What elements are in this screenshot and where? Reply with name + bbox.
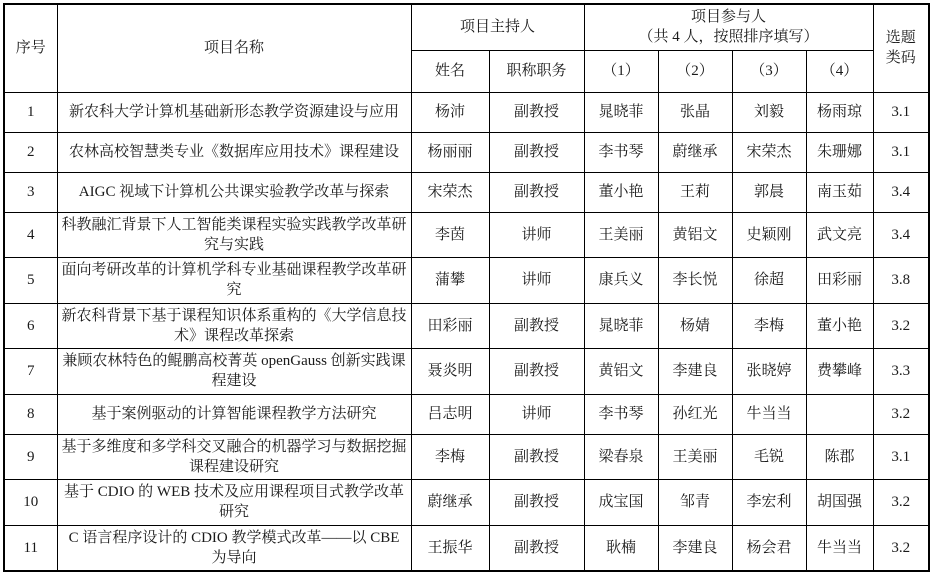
participant-2: 王美丽	[658, 434, 732, 480]
header-index: 序号	[4, 4, 57, 92]
host-title: 副教授	[489, 303, 584, 349]
table-row	[4, 394, 929, 434]
host-title: 讲师	[489, 394, 584, 434]
row-index: 2	[4, 132, 57, 172]
participant-1: 董小艳	[584, 172, 658, 212]
row-index: 6	[4, 303, 57, 349]
topic-code: 3.1	[873, 92, 929, 132]
header-participant-3: （3）	[732, 50, 806, 92]
topic-code: 3.4	[873, 212, 929, 258]
header-row-1	[4, 4, 929, 50]
participant-1: 成宝国	[584, 480, 658, 526]
participant-2: 李建良	[658, 349, 732, 395]
participant-1: 晁晓菲	[584, 303, 658, 349]
row-index: 3	[4, 172, 57, 212]
participant-3: 宋荣杰	[732, 132, 806, 172]
header-topic-code-line1: 选题	[885, 30, 916, 46]
host-name: 王振华	[411, 525, 489, 571]
participant-4: 费攀峰	[806, 349, 873, 395]
table-row	[4, 525, 929, 571]
participant-3: 徐超	[732, 258, 806, 304]
participant-3: 李宏利	[732, 480, 806, 526]
host-title: 副教授	[489, 434, 584, 480]
row-index: 11	[4, 525, 57, 571]
table-row	[4, 172, 929, 212]
participant-4: 南玉茹	[806, 172, 873, 212]
host-name: 蔚继承	[411, 480, 489, 526]
project-name: 基于案例驱动的计算智能课程教学方法研究	[57, 394, 411, 434]
participant-4: 武文亮	[806, 212, 873, 258]
project-name: C 语言程序设计的 CDIO 教学模式改革——以 CBE 为导向	[57, 525, 411, 571]
participant-1: 黄铝文	[584, 349, 658, 395]
project-name: 新农科大学计算机基础新形态教学资源建设与应用	[57, 92, 411, 132]
participant-1: 李书琴	[584, 132, 658, 172]
participant-3: 杨会君	[732, 525, 806, 571]
participant-1: 王美丽	[584, 212, 658, 258]
host-name: 蒲攀	[411, 258, 489, 304]
header-participant-1: （1）	[584, 50, 658, 92]
participant-2: 李长悦	[658, 258, 732, 304]
participant-4: 董小艳	[806, 303, 873, 349]
host-title: 副教授	[489, 132, 584, 172]
host-name: 吕志明	[411, 394, 489, 434]
topic-code: 3.2	[873, 525, 929, 571]
header-host-name: 姓名	[411, 50, 489, 92]
participant-3: 刘毅	[732, 92, 806, 132]
participant-4: 牛当当	[806, 525, 873, 571]
row-index: 5	[4, 258, 57, 304]
table-row	[4, 258, 929, 304]
table-row	[4, 303, 929, 349]
participant-3: 张晓婷	[732, 349, 806, 395]
project-name: 基于 CDIO 的 WEB 技术及应用课程项目式教学改革研究	[57, 480, 411, 526]
host-name: 杨沛	[411, 92, 489, 132]
host-name: 宋荣杰	[411, 172, 489, 212]
participant-2: 黄铝文	[658, 212, 732, 258]
table-row	[4, 132, 929, 172]
participant-4: 胡国强	[806, 480, 873, 526]
host-title: 副教授	[489, 349, 584, 395]
topic-code: 3.3	[873, 349, 929, 395]
projects-table	[3, 3, 930, 572]
participant-3: 郭晨	[732, 172, 806, 212]
topic-code: 3.8	[873, 258, 929, 304]
project-name: 基于多维度和多学科交叉融合的机器学习与数据挖掘课程建设研究	[57, 434, 411, 480]
table-row	[4, 434, 929, 480]
table-row	[4, 349, 929, 395]
table-row	[4, 92, 929, 132]
host-title: 副教授	[489, 172, 584, 212]
header-participants-line1: 项目参与人	[691, 9, 767, 25]
host-title: 讲师	[489, 212, 584, 258]
participant-1: 梁春泉	[584, 434, 658, 480]
host-name: 聂炎明	[411, 349, 489, 395]
topic-code: 3.2	[873, 480, 929, 526]
host-name: 李梅	[411, 434, 489, 480]
participant-2: 王莉	[658, 172, 732, 212]
participant-2: 李建良	[658, 525, 732, 571]
participant-1: 康兵义	[584, 258, 658, 304]
project-name: AIGC 视域下计算机公共课实验教学改革与探索	[57, 172, 411, 212]
topic-code: 3.1	[873, 434, 929, 480]
topic-code: 3.2	[873, 303, 929, 349]
table-row	[4, 480, 929, 526]
project-name: 新农科背景下基于课程知识体系重构的《大学信息技术》课程改革探索	[57, 303, 411, 349]
header-participants-group	[584, 4, 873, 50]
header-participant-2: （2）	[658, 50, 732, 92]
host-name: 田彩丽	[411, 303, 489, 349]
topic-code: 3.2	[873, 394, 929, 434]
row-index: 1	[4, 92, 57, 132]
project-name: 科教融汇背景下人工智能类课程实验实践教学改革研究与实践	[57, 212, 411, 258]
topic-code: 3.4	[873, 172, 929, 212]
header-host-title: 职称职务	[489, 50, 584, 92]
host-title: 讲师	[489, 258, 584, 304]
row-index: 7	[4, 349, 57, 395]
header-project-name: 项目名称	[57, 4, 411, 92]
row-index: 10	[4, 480, 57, 526]
table-row	[4, 212, 929, 258]
host-title: 副教授	[489, 92, 584, 132]
host-title: 副教授	[489, 480, 584, 526]
header-participant-4: （4）	[806, 50, 873, 92]
participant-2: 邹青	[658, 480, 732, 526]
participant-4: 朱珊娜	[806, 132, 873, 172]
project-name: 兼顾农林特色的鲲鹏高校菁英 openGauss 创新实践课程建设	[57, 349, 411, 395]
host-title: 副教授	[489, 525, 584, 571]
header-topic-code-line2: 类码	[885, 50, 916, 67]
participant-3: 李梅	[732, 303, 806, 349]
participant-4	[806, 394, 873, 434]
participant-2: 杨婧	[658, 303, 732, 349]
participant-4: 杨雨琼	[806, 92, 873, 132]
host-name: 李茵	[411, 212, 489, 258]
project-name: 面向考研改革的计算机学科专业基础课程教学改革研究	[57, 258, 411, 304]
participant-2: 孙红光	[658, 394, 732, 434]
participant-4: 陈郡	[806, 434, 873, 480]
project-name: 农林高校智慧类专业《数据库应用技术》课程建设	[57, 132, 411, 172]
topic-code: 3.1	[873, 132, 929, 172]
row-index: 8	[4, 394, 57, 434]
participant-1: 李书琴	[584, 394, 658, 434]
participant-2: 张晶	[658, 92, 732, 132]
header-participants-line2: （共 4 人，按照排序填写）	[638, 29, 819, 46]
participant-1: 耿楠	[584, 525, 658, 571]
host-name: 杨丽丽	[411, 132, 489, 172]
participant-1: 晁晓菲	[584, 92, 658, 132]
participant-3: 史颖刚	[732, 212, 806, 258]
header-host-group: 项目主持人	[411, 4, 584, 50]
participant-2: 蔚继承	[658, 132, 732, 172]
row-index: 9	[4, 434, 57, 480]
row-index: 4	[4, 212, 57, 258]
participant-4: 田彩丽	[806, 258, 873, 304]
participant-3: 毛锐	[732, 434, 806, 480]
participant-3: 牛当当	[732, 394, 806, 434]
header-topic-code	[873, 4, 929, 92]
